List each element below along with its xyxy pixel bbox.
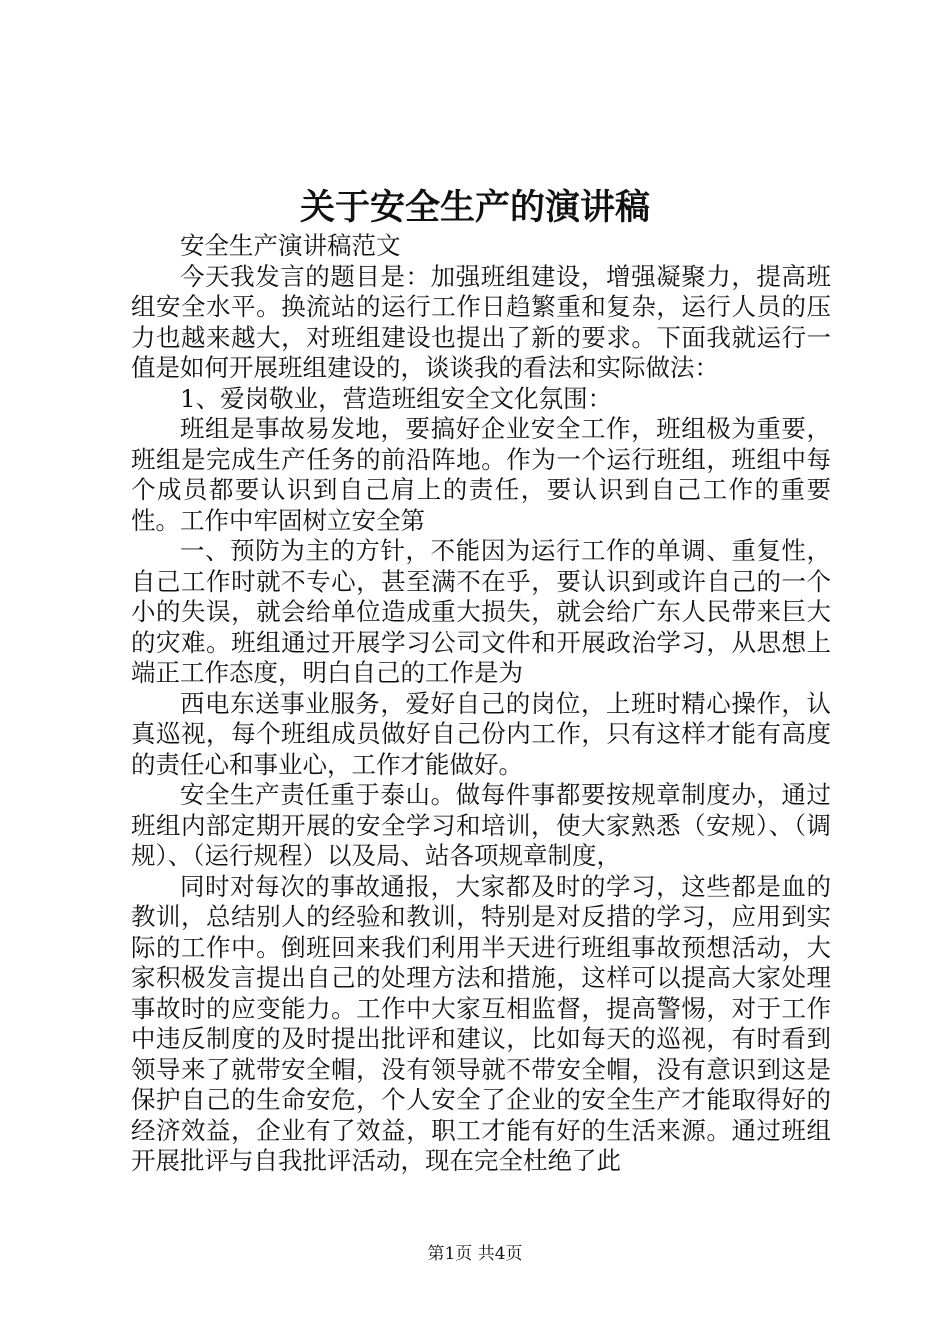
paragraph: 一、预防为主的方针，不能因为运行工作的单调、重复性，自己工作时就不专心，甚至满不在乎，要认识到或许自己的一个小的失误，就会给单位造成重大损失，就会给广东人民带来巨大的灾难。班组通过开展学习公司文件和开展政治学习，从思想上端正工作态度，明白自己的工作是为 [131,536,831,687]
paragraph: 1、爱岗敬业，营造班组安全文化氛围： [180,383,613,413]
paragraph: 今天我发言的题目是：加强班组建设，增强凝聚力，提高班组安全水平。换流站的运行工作日趋繁重和复杂，运行人员的压力也越来越大，对班组建设也提出了新的要求。下面我就运行一值是如何开展班组建设的，谈谈我的看法和实际做法： [131,261,831,382]
paragraph: 安全生产责任重于泰山。做每件事都要按规章制度办，通过班组内部定期开展的安全学习和培训，使大家熟悉（安规）、（调规）、（运行规程）以及局、站各项规章制度， [131,780,831,870]
paragraph: 安全生产演讲稿范文 [180,231,401,260]
paragraph: 同时对每次的事故通报，大家都及时的学习，这些都是血的教训，总结别人的经验和教训，特别是对反措的学习，应用到实际的工作中。倒班回来我们利用半天进行班组事故预想活动，大家积极发言提出自己的处理方法和措施，这样可以提高大家处理事故时的应变能力。工作中大家互相监督，提高警惕，对于工作中违反制度的及时提出批评和建议，比如每天的巡视，有时看到领导来了就带安全帽，没有领导就不带安全帽，没有意识到这是保护自己的生命安危，个人安全了企业的安全生产才能取得好的经济效益，企业有了效益，职工才能有好的生活来源。通过班组开展批评与自我批评活动，现在完全杜绝了此 [131,871,831,1175]
paragraph: 班组是事故易发地，要搞好企业安全工作，班组极为重要，班组是完成生产任务的前沿阵地。作为一个运行班组，班组中每个成员都要认识到自己肩上的责任，要认识到自己工作的重要性。工作中牢固树立安全第 [131,414,831,535]
page-footer: 第1页 共4页 [427,1244,523,1264]
document-title: 关于安全生产的演讲稿 [299,187,650,228]
document-body [131,231,831,1177]
paragraph: 西电东送事业服务，爱好自己的岗位，上班时精心操作，认真巡视，每个班组成员做好自己份内工作，只有这样才能有高度的责任心和事业心，工作才能做好。 [131,688,831,779]
